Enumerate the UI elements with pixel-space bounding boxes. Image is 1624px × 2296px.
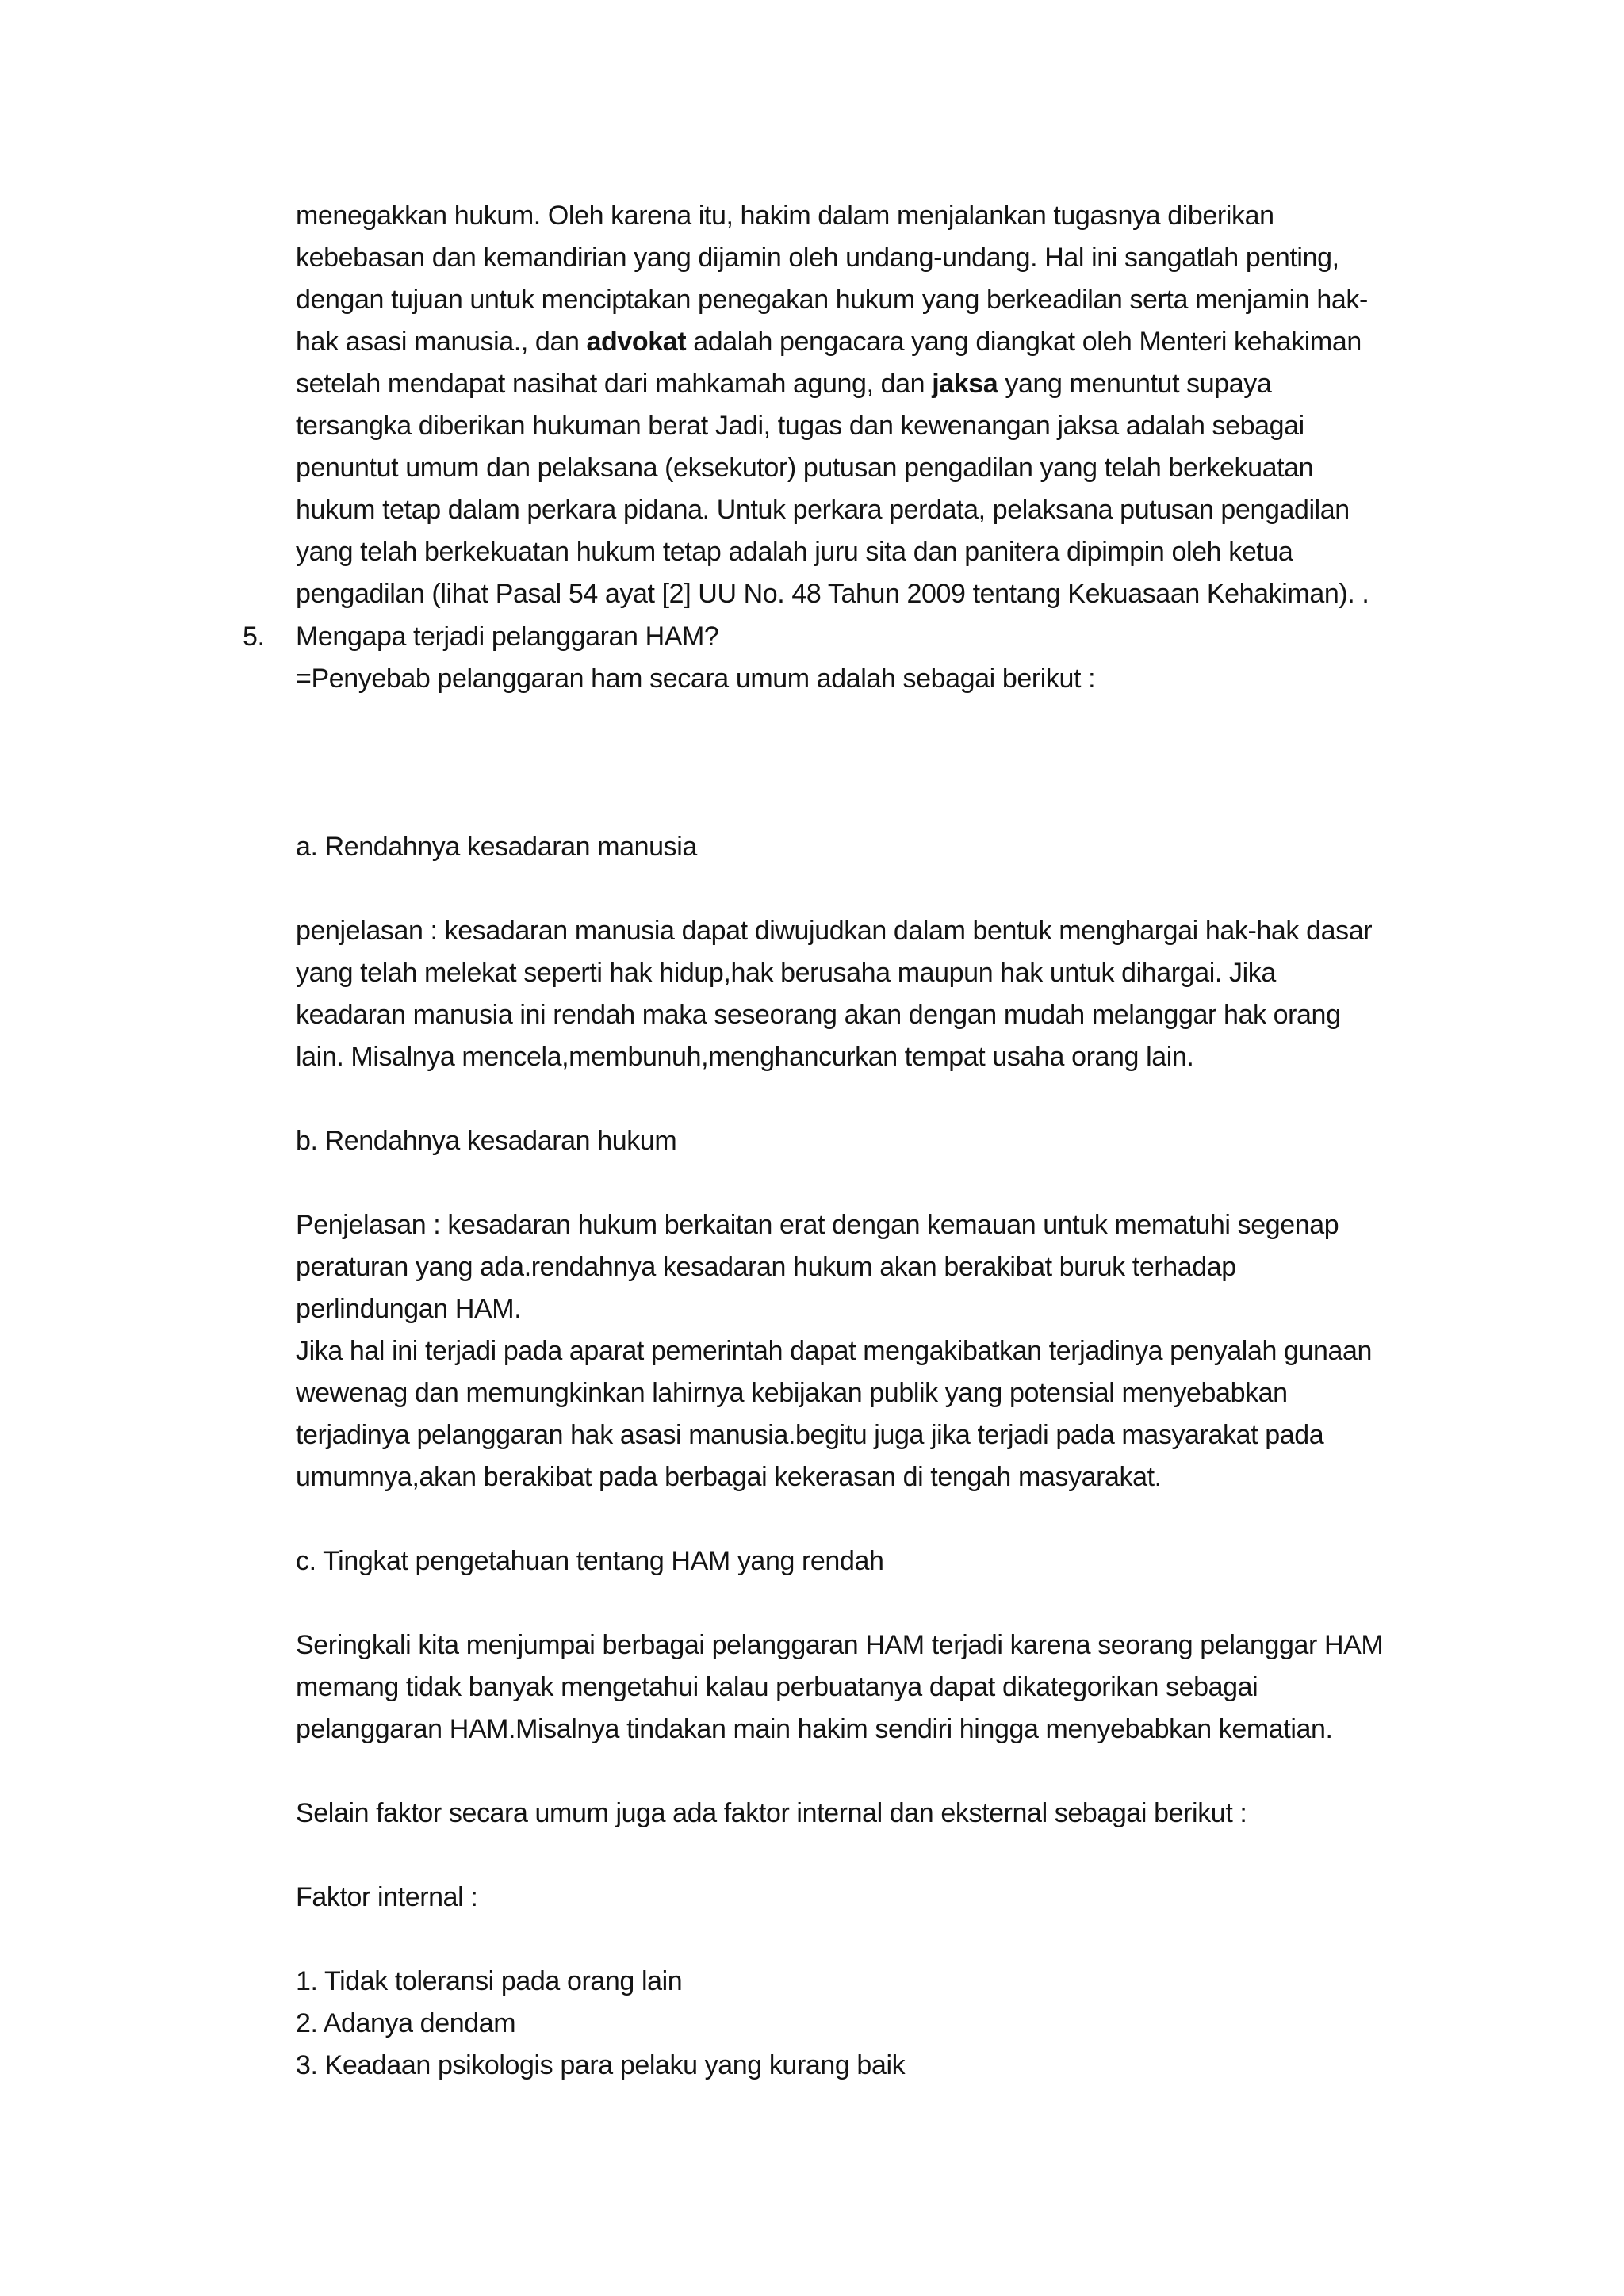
section-a xyxy=(296,826,1454,868)
text-line: peraturan yang ada.rendahnya kesadaran hukum akan berakibat buruk terhadap xyxy=(296,1252,1236,1282)
section-heading: c. Tingkat pengetahuan tentang HAM yang rendah xyxy=(296,1546,884,1576)
bold-term-jaksa: jaksa xyxy=(932,369,998,399)
section-heading: b. Rendahnya kesadaran hukum xyxy=(296,1126,677,1156)
section-b-explanation xyxy=(296,1204,1454,1498)
section-a-explanation xyxy=(296,910,1454,1078)
bold-term-advokat: advokat xyxy=(586,327,687,357)
text-line: memang tidak banyak mengetahui kalau perbuatanya dapat dikategorikan sebagai xyxy=(296,1672,1258,1702)
text-line: terjadinya pelanggaran hak asasi manusia.begitu juga jika terjadi pada masyarakat pada xyxy=(296,1420,1324,1450)
text-line: wewenag dan memungkinkan lahirnya kebijakan publik yang potensial menyebabkan xyxy=(296,1378,1288,1408)
list-item: 2. Adanya dendam xyxy=(296,2008,516,2038)
text-line: pelanggaran HAM.Misalnya tindakan main hakim sendiri hingga menyebabkan kematian. xyxy=(296,1714,1333,1744)
internal-factors-heading xyxy=(296,1877,1454,1919)
text-line: Seringkali kita menjumpai berbagai pelanggaran HAM terjadi karena seorang pelanggar HAM xyxy=(296,1630,1384,1660)
question-text: Mengapa terjadi pelanggaran HAM? xyxy=(296,622,719,652)
question-block xyxy=(296,616,1454,700)
text-line: menegakkan hukum. Oleh karena itu, hakim dalam menjalankan tugasnya diberikan xyxy=(296,201,1274,231)
text-line: pengadilan (lihat Pasal 54 ayat [2] UU No. 48 Tahun 2009 tentang Kekuasaan Kehakiman). . xyxy=(296,579,1369,609)
text-line xyxy=(296,321,1454,363)
text-line: dengan tujuan untuk menciptakan penegakan hukum yang berkeadilan serta menjamin hak- xyxy=(296,285,1368,315)
text-line: keadaran manusia ini rendah maka seseorang akan dengan mudah melanggar hak orang xyxy=(296,1000,1341,1030)
text-segment: yang menuntut supaya xyxy=(998,369,1272,399)
text-line: hukum tetap dalam perkara pidana. Untuk perkara perdata, pelaksana putusan pengadilan xyxy=(296,495,1350,525)
text-line: tersangka diberikan hukuman berat Jadi, tugas dan kewenangan jaksa adalah sebagai xyxy=(296,411,1304,441)
text-line: yang telah berkekuatan hukum tetap adalah juru sita dan panitera dipimpin oleh ketua xyxy=(296,537,1293,567)
section-b xyxy=(296,1120,1454,1162)
text-line: penjelasan : kesadaran manusia dapat diwujudkan dalam bentuk menghargai hak-hak dasar xyxy=(296,916,1373,946)
section-c-explanation xyxy=(296,1624,1454,1751)
text-segment: hak asasi manusia., dan xyxy=(296,327,587,357)
text-line: kebebasan dan kemandirian yang dijamin oleh undang-undang. Hal ini sangatlah penting, xyxy=(296,243,1339,273)
text-line: lain. Misalnya mencela,membunuh,menghancurkan tempat usaha orang lain. xyxy=(296,1042,1194,1072)
text-line: yang telah melekat seperti hak hidup,hak berusaha maupun hak untuk dihargai. Jika xyxy=(296,958,1276,988)
text-line: Selain faktor secara umum juga ada faktor internal dan eksternal sebagai berikut : xyxy=(296,1798,1247,1828)
question-number: 5. xyxy=(243,622,265,652)
list-item: 3. Keadaan psikologis para pelaku yang kurang baik xyxy=(296,2050,906,2080)
text-segment: adalah pengacara yang diangkat oleh Menteri kehakiman xyxy=(686,327,1362,357)
section-c xyxy=(296,1540,1454,1582)
list-item: 1. Tidak toleransi pada orang lain xyxy=(296,1966,683,1996)
section-heading: a. Rendahnya kesadaran manusia xyxy=(296,832,697,862)
section-heading: Faktor internal : xyxy=(296,1882,478,1912)
internal-factors-list xyxy=(296,1961,1454,2087)
text-line xyxy=(296,363,1454,405)
text-line: Penjelasan : kesadaran hukum berkaitan erat dengan kemauan untuk mematuhi segenap xyxy=(296,1210,1339,1240)
text-line: penuntut umum dan pelaksana (eksekutor) putusan pengadilan yang telah berkekuatan xyxy=(296,453,1314,483)
text-line: Jika hal ini terjadi pada aparat pemerintah dapat mengakibatkan terjadinya penyalah gunaan xyxy=(296,1336,1373,1366)
text-line: umumnya,akan berakibat pada berbagai kekerasan di tengah masyarakat. xyxy=(296,1462,1162,1492)
answer-intro: =Penyebab pelanggaran ham secara umum adalah sebagai berikut : xyxy=(296,664,1096,694)
continuation-paragraph xyxy=(296,195,1454,615)
text-segment: setelah mendapat nasihat dari mahkamah agung, dan xyxy=(296,369,933,399)
other-factors-intro xyxy=(296,1793,1454,1835)
text-line: perlindungan HAM. xyxy=(296,1294,522,1324)
